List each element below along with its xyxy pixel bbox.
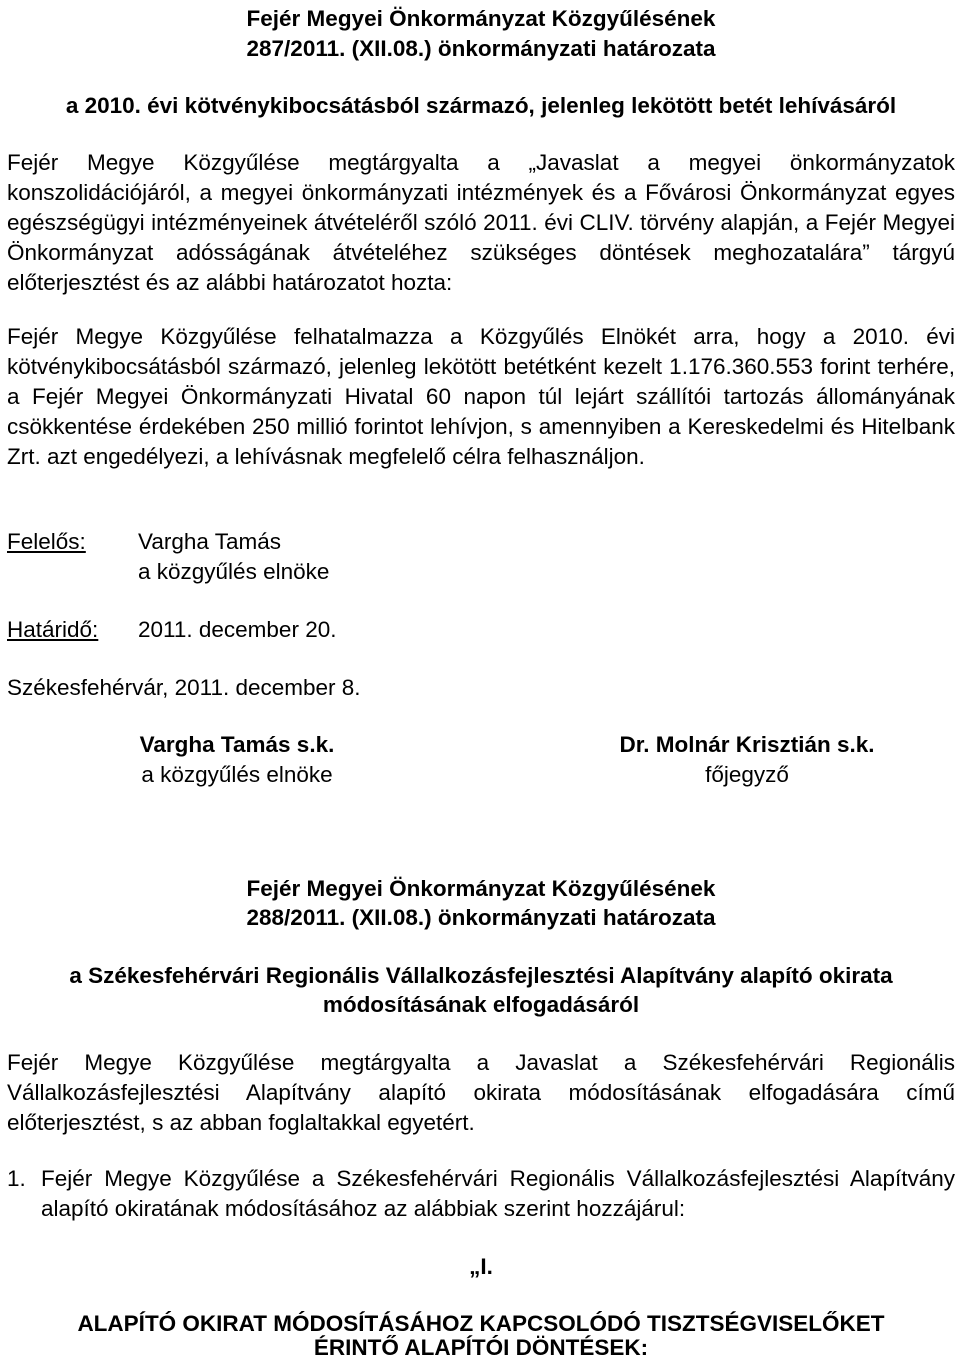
signature-block-chair bbox=[72, 730, 402, 790]
responsible-label: Felelős: bbox=[7, 529, 86, 554]
signer1-title: a közgyűlés elnöke bbox=[141, 762, 333, 787]
section-title-line1: ALAPÍTÓ OKIRAT MÓDOSÍTÁSÁHOZ KAPCSOLÓDÓ TISZTSÉGVISELŐKET bbox=[77, 1311, 885, 1336]
resolution1-heading-line1: Fejér Megyei Önkormányzat Közgyűlésének bbox=[246, 6, 716, 31]
signature-block-notary bbox=[582, 730, 912, 790]
deadline-label: Határidő: bbox=[7, 617, 99, 642]
signer2-name: Dr. Molnár Krisztián s.k. bbox=[619, 732, 875, 757]
resolution1-decision-paragraph: Fejér Megye Közgyűlése felhatalmazza a Közgyűlés Elnökét arra, hogy a 2010. évi kötvénykibocsátásból származó, jelenleg lekötött betétként kezelt 1.176.360.553 forint terhére, a Fejér Megyei Önkormányzati Hivatal 60 napon túl lejárt szállítói tartozás állományának csökkentése érdekében 250 millió forintot lehívjon, s amennyiben a Kereskedelmi és Hitelbank Zrt. azt engedélyezi, a lehívásnak megfelelő célra felhasználjon. bbox=[7, 324, 955, 469]
place-and-date: Székesfehérvár, 2011. december 8. bbox=[7, 675, 361, 700]
resolution1-intro-paragraph: Fejér Megye Közgyűlése megtárgyalta a „Javaslat a megyei önkormányzatok konszolidációjáról, a megyei önkormányzati intézmények és a Fővárosi Önkormányzat egyes egészségügyi intézményeinek átvételéről szóló 2011. évi CLIV. törvény alapján, a Fejér Megyei Önkormányzat adósságának átvételéhez szükséges döntések meghozatalára” tárgyú előterjesztést és az alábbi határozatot hozta: bbox=[7, 150, 955, 295]
deadline-value: 2011. december 20. bbox=[138, 617, 337, 642]
section-marker: „I. bbox=[469, 1254, 493, 1279]
item1-text: Fejér Megye Közgyűlése a Székesfehérvári Regionális Vállalkozásfejlesztési Alapítvány alapító okiratának módosításához az alábbiak szerint hozzájárul: bbox=[41, 1166, 955, 1221]
signer1-name: Vargha Tamás s.k. bbox=[139, 732, 335, 757]
item1-number: 1. bbox=[7, 1166, 26, 1191]
resolution2-heading-line1: Fejér Megyei Önkormányzat Közgyűlésének bbox=[246, 876, 716, 901]
section-title-line2: ÉRINTŐ ALAPÍTÓI DÖNTÉSEK: bbox=[313, 1335, 649, 1360]
responsible-name: Vargha Tamás bbox=[138, 529, 281, 554]
resolution1-subject: a 2010. évi kötvénykibocsátásból származó, jelenleg lekötött betét lehívásáról bbox=[65, 93, 897, 118]
responsible-title: a közgyűlés elnöke bbox=[138, 559, 330, 584]
resolution2-subject-line2: módosításának elfogadásáról bbox=[322, 992, 640, 1017]
resolution2-heading-line2: 288/2011. (XII.08.) önkormányzati határozata bbox=[246, 905, 716, 930]
resolution1-heading-line2: 287/2011. (XII.08.) önkormányzati határozata bbox=[246, 36, 716, 61]
resolution2-subject-line1: a Székesfehérvári Regionális Vállalkozásfejlesztési Alapítvány alapító okirata bbox=[69, 963, 893, 988]
resolution2-intro-paragraph: Fejér Megye Közgyűlése megtárgyalta a Javaslat a Székesfehérvári Regionális Vállalkozásfejlesztési Alapítvány alapító okirata módosításának elfogadására című előterjesztést, s az abban foglaltakkal egyetért. bbox=[7, 1050, 955, 1135]
signer2-title: főjegyző bbox=[705, 762, 789, 787]
